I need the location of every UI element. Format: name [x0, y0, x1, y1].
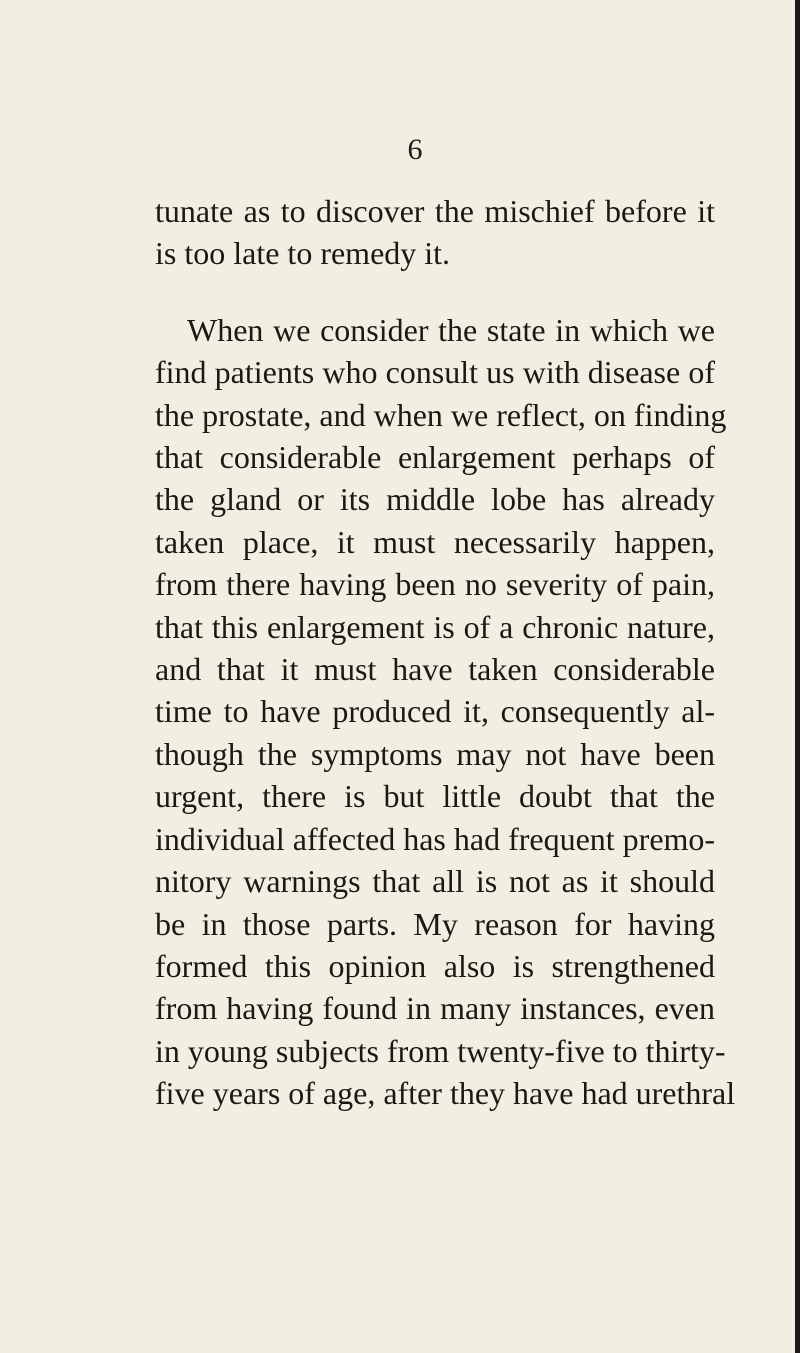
text-line: urgent, there is but little doubt that the — [155, 778, 715, 815]
text-line: individual affected has had frequent premo- — [155, 820, 716, 857]
text-line: that considerable enlargement perhaps of — [155, 439, 715, 476]
paragraph-2 — [155, 309, 736, 1115]
text-line: in young subjects from twenty-five to thirty- — [155, 1032, 726, 1069]
text-line: that this enlargement is of a chronic nature, — [155, 608, 715, 645]
text-line: from there having been no severity of pain, — [155, 566, 715, 603]
page-number: 6 — [407, 133, 423, 166]
text-line: the gland or its middle lobe has already — [155, 481, 715, 518]
text-line: nitory warnings that all is not as it should — [155, 863, 715, 900]
text-line: is too late to remedy it. — [155, 235, 451, 272]
text-line: find patients who consult us with disease of — [155, 354, 715, 391]
text-line: formed this opinion also is strengthened — [155, 947, 715, 984]
text-line: and that it must have taken considerable — [155, 651, 715, 688]
text-line: tunate as to discover the mischief before it — [155, 193, 715, 229]
text-line: When we consider the state in which we — [187, 311, 715, 348]
text-line: time to have produced it, consequently al- — [155, 693, 715, 730]
text-line: though the symptoms may not have been — [155, 735, 715, 772]
text-line: the prostate, and when we reflect, on finding — [155, 396, 727, 433]
text-line: five years of age, after they have had urethral — [155, 1075, 736, 1112]
text-line: be in those parts. My reason for having — [155, 905, 715, 942]
text-line: taken place, it must necessarily happen, — [155, 523, 715, 560]
text-line: from having found in many instances, even — [155, 990, 715, 1027]
page-edge-shadow — [795, 0, 800, 1353]
body-text — [155, 190, 736, 1115]
paragraph-1 — [155, 190, 715, 275]
